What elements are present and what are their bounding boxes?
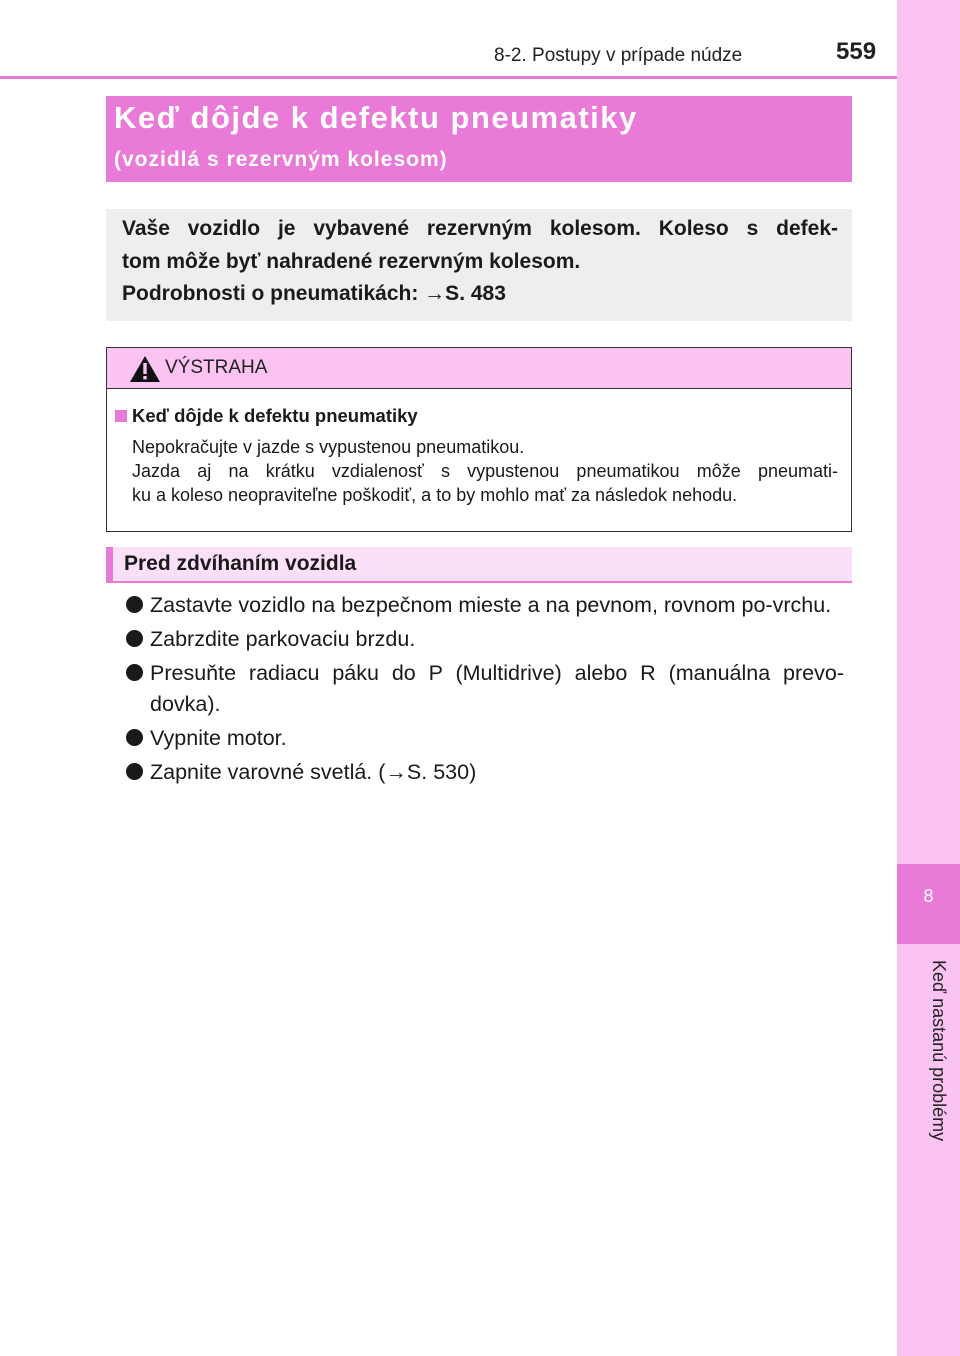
bullet-dot-icon <box>126 664 143 681</box>
tire-details-link[interactable]: Podrobnosti o pneumatikách: →S. 483 <box>122 282 506 305</box>
list-item <box>126 658 844 720</box>
bullet-dot-icon <box>126 596 143 613</box>
bullet-dot-icon <box>126 763 143 780</box>
list-item-text: Presuňte radiacu páku do P (Multidrive) alebo R (manuálna prevo-dovka). <box>150 661 844 716</box>
chapter-title: Keď nastanú problémy <box>929 960 949 1142</box>
list-item <box>126 590 844 621</box>
section-reference: 8-2. Postupy v prípade núdze <box>494 45 743 66</box>
warning-line-2: Jazda aj na krátku vzdialenosť s vypustenou pneumatikou môže pneumati- <box>132 461 838 481</box>
warning-square-bullet-icon <box>115 410 127 422</box>
intro-text <box>122 212 838 278</box>
warning-header <box>107 348 851 389</box>
bullet-list <box>126 590 844 791</box>
warning-body <box>132 435 838 507</box>
warning-label: VÝSTRAHA <box>165 357 268 378</box>
header-divider <box>0 76 897 79</box>
warning-box <box>106 347 852 532</box>
warning-triangle-icon <box>129 355 161 383</box>
subsection-header <box>106 547 852 583</box>
warning-line-3: ku a koleso neopraviteľne poškodiť, a to by mohlo mať za následok nehodu. <box>132 485 738 505</box>
chapter-side-tab <box>897 0 960 1356</box>
list-item-text: Vypnite motor. <box>150 726 287 750</box>
bullet-dot-icon <box>126 630 143 647</box>
subsection-title: Pred zdvíhaním vozidla <box>124 552 357 575</box>
subsection-accent-bar <box>106 547 113 581</box>
page-subtitle: (vozidlá s rezervným kolesom) <box>114 148 448 171</box>
list-item <box>126 624 844 655</box>
intro-line-1: Vaše vozidlo je vybavené rezervným kolesom. Koleso s defek- <box>122 217 838 240</box>
list-item-text: Zastavte vozidlo na bezpečnom mieste a na pevnom, rovnom po-vrchu. <box>150 593 832 617</box>
intro-line-2: tom môže byť nahradené rezervným kolesom. <box>122 250 581 273</box>
list-item <box>126 723 844 754</box>
page-number: 559 <box>836 38 877 65</box>
bullet-dot-icon <box>126 729 143 746</box>
list-item-text: Zapnite varovné svetlá. (→S. 530) <box>150 760 477 784</box>
list-item <box>126 757 844 788</box>
list-item-text: Zabrzdite parkovaciu brzdu. <box>150 627 416 651</box>
warning-title: Keď dôjde k defektu pneumatiky <box>132 405 418 426</box>
warning-line-1: Nepokračujte v jazde s vypustenou pneumatikou. <box>132 437 525 457</box>
page-title: Keď dôjde k defektu pneumatiky <box>114 100 638 135</box>
chapter-number: 8 <box>923 886 934 906</box>
